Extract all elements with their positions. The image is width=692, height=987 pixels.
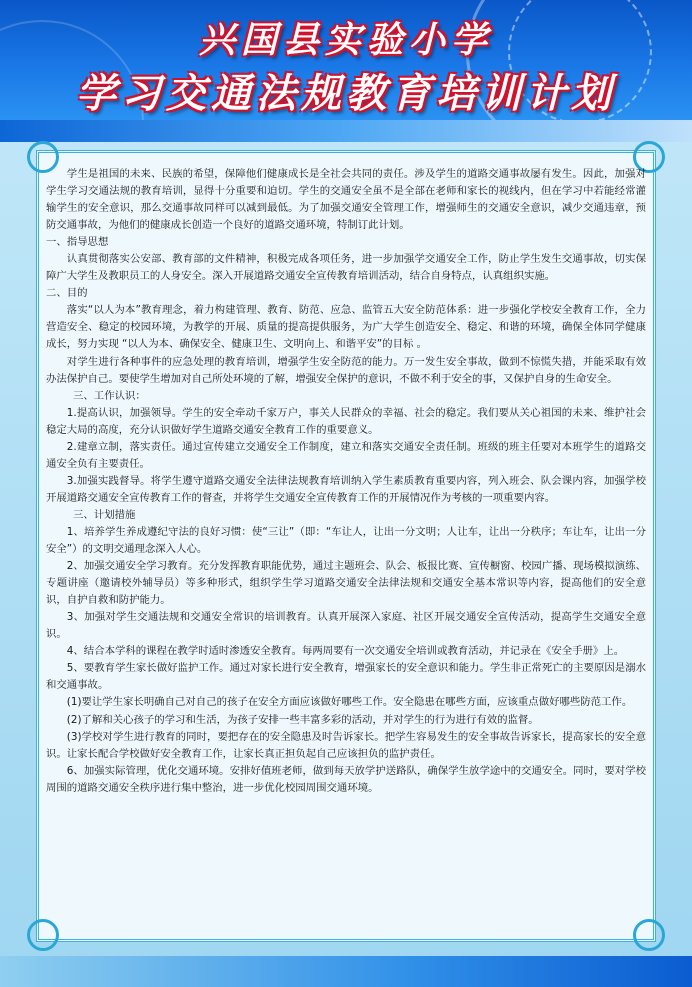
body-paragraph: 5、要教育学生家长做好监护工作。通过对家长进行安全教育，增强家长的安全意识和能力。学生非正常死亡的主要原因是溺水和交通事故。 bbox=[46, 662, 646, 692]
header-banner bbox=[0, 0, 692, 120]
body-paragraph: (2)了解和关心孩子的学习和生活，为孩子安排一些丰富多彩的活动，并对学生的行为进行有效的监督。 bbox=[66, 713, 539, 726]
body-paragraph: 2.建章立制，落实责任。通过宣传建立交通安全工作制度，建立和落实交通安全责任制。班级的班主任要对本班学生的道路交通安全负有主要责任。 bbox=[46, 440, 646, 470]
body-paragraph: 2、加强交通安全学习教育。充分发挥教育职能优势，通过主题班会、队会、板报比赛、宣传橱窗、校园广播、现场模拟演练、专题讲座（邀请校外辅导员）等多种形式，组织学生学习道路交通安全法律法规和交通安全基本常识等内容，提高他们的安全意识，自护自救和防护能力。 bbox=[46, 560, 646, 607]
footer-stripe bbox=[0, 956, 692, 987]
section-heading: 三、工作认识： bbox=[73, 389, 146, 402]
section-heading: 一、指导思想 bbox=[46, 236, 109, 249]
body-paragraph: 1.提高认识，加强领导。学生的安全牵动千家万户，事关人民群众的幸福、社会的稳定。我们要从关心祖国的未来、维护社会稳定大局的高度，充分认识做好学生道路交通安全教育工作的重要意义。 bbox=[46, 406, 646, 436]
school-name: 兴国县实验小学 bbox=[198, 19, 493, 61]
body-paragraph: 3.加强实践督导。将学生遵守道路交通安全法律法规教育培训纳入学生素质教育重要内容，列入班会、队会课内容，加强学校开展道路交通安全宣传教育工作的督查，并将学生交通安全宣传教育工作的开展情况作为考核的一项重要内容。 bbox=[46, 474, 646, 504]
page-title: 学习交通法规教育培训计划 bbox=[76, 70, 616, 117]
body-paragraph: (3)学校对学生进行教育的同时，要把存在的安全隐患及时告诉家长。把学生容易发生的安全事故告诉家长，提高家长的安全意识。让家长配合学校做好安全教育工作，让家长真正担负起自己应该担负的监护责任。 bbox=[46, 730, 646, 760]
section-heading: 三、计划措施 bbox=[73, 508, 136, 521]
body-paragraph: 3、加强对学生交通法规和交通安全常识的培训教育。认真开展深入家庭、社区开展交通安全宣传活动，提高学生交通安全意识。 bbox=[46, 611, 646, 641]
body-paragraph: (1)要让学生家长明确自己对自己的孩子在安全方面应该做好哪些工作。安全隐患在哪些方面，应该重点做好哪些防范工作。 bbox=[66, 696, 633, 709]
body-paragraph: 落实“以人为本”教育理念，着力构建管理、教育、防范、应急、监管五大安全防范体系：进一步强化学校安全教育工作，全力营造安全、稳定的校园环境，为教学的开展、质量的提高提供服务，为广大学生创造安全、稳定、和谐的环境，确保全体同学健康成长，努力实现 “以人为本、确保安全、健康卫生、文明向上、和谐平安”的目标 。 bbox=[46, 304, 646, 351]
header-stripe bbox=[0, 120, 692, 142]
body-paragraph: 1、培养学生养成遵纪守法的良好习惯：使“三让”（即：“车让人，让出一分文明；人让车，让出一分秩序；车让车，让出一分安全”）的文明交通理念深入人心。 bbox=[46, 525, 646, 556]
section-heading: 二、目的 bbox=[46, 287, 88, 300]
body-paragraph: 认真贯彻落实公安部、教育部的文件精神，积极完成各项任务，进一步加强学交通安全工作，防止学生发生交通事故，切实保障广大学生及教职员工的人身安全。深入开展道路交通安全宣传教育培训活动，结合自身特点，认真组织实施。 bbox=[46, 253, 646, 283]
body-paragraph: 6、加强实际管理，优化交通环境。安排好值班老师，做到每天放学护送路队，确保学生放学途中的交通安全。同时，要对学校周围的道路交通安全秩序进行集中整治，进一步优化校园周围交通环境。 bbox=[46, 764, 646, 794]
body-paragraph: 4、结合本学科的课程在教学时适时渗透安全教育。每两周要有一次交通安全培训或教育活动，并记录在《安全手册》上。 bbox=[66, 645, 625, 658]
plan-text bbox=[46, 166, 646, 936]
body-paragraph: 学生是祖国的未来、民族的希望，保障他们健康成长是全社会共同的责任。涉及学生的道路交通事故屡有发生。因此，加强对学生学习交通法规的教育培训，显得十分重要和迫切。学生的交通安全虽不是全部在老师和家长的视线内，但在学习中若能经常灌输学生的安全意识，那么交通事故同样可以减到最低。为了加强交通安全管理工作，增强师生的交通安全意识，减少交通违章，预防交通事故，为他们的健康成长创造一个良好的道路交通环境，特制订此计划。 bbox=[46, 168, 646, 232]
body-paragraph: 对学生进行各种事件的应急处理的教育培训，增强学生安全防范的能力。万一发生安全事故，做到不惊慌失措，并能采取有效办法保护自己。要使学生增加对自己所处环境的了解，增强安全保护的意识，不做不利于安全的事，又保护自身的生命安全。 bbox=[46, 355, 646, 385]
